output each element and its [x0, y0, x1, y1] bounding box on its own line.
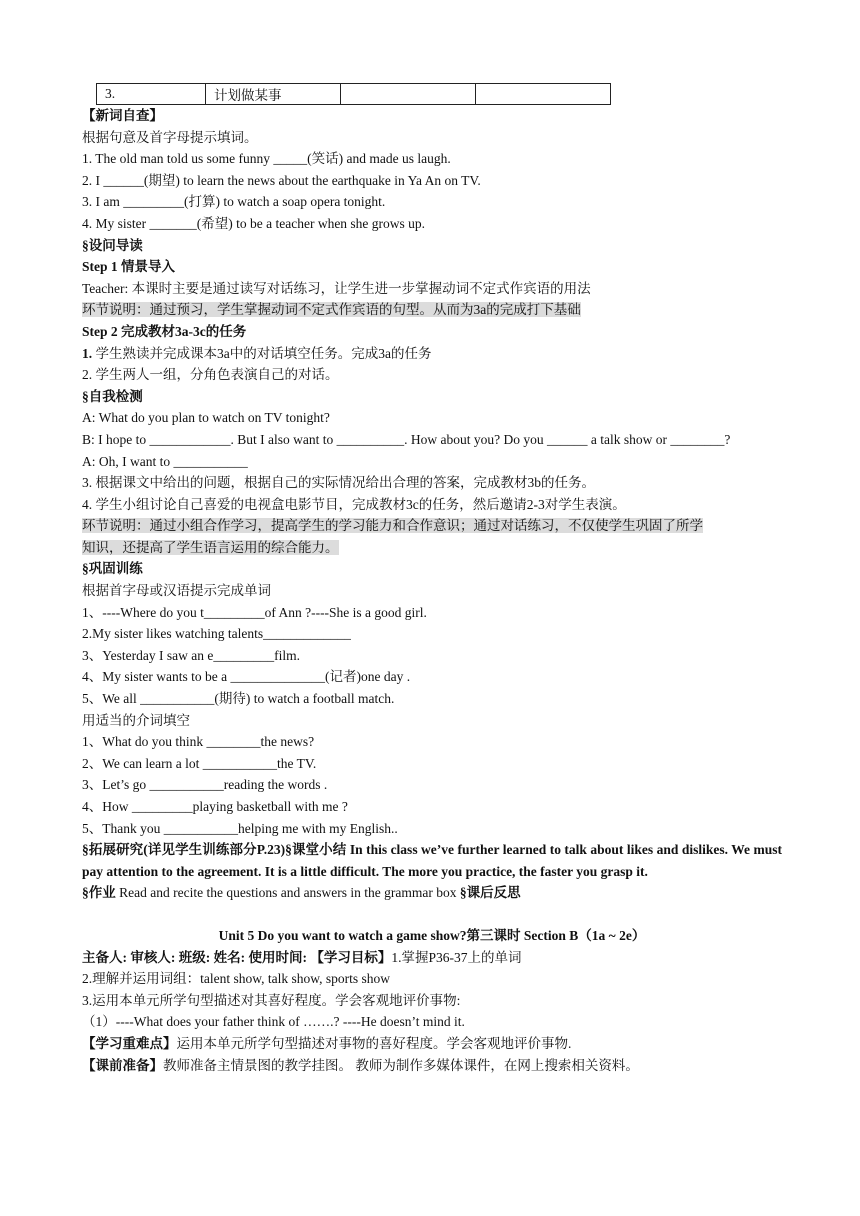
goal-3: 3.运用本单元所学句型描述对其喜好程度。学会客观地评价事物:: [82, 992, 461, 1008]
reflection-label: §课后反思: [459, 885, 521, 901]
step1-title: Step 1 情景导入: [82, 259, 176, 275]
step2-item-1-text: 学生熟读并完成课本3a中的对话填空任务。完成3a的任务: [92, 345, 432, 361]
new-word-item: 4. My sister _______(希望) to be a teacher when she grows up.: [82, 215, 426, 231]
practice-item: 2.My sister likes watching talents_____________: [82, 626, 351, 642]
practice-item: 3、Yesterday I saw an e_________film.: [82, 647, 300, 663]
step2-item-1-number: 1.: [82, 345, 93, 361]
homework-line: [82, 882, 782, 904]
key-points-text: 运用本单元所学句型描述对事物的喜好程度。学会客观地评价事物.: [176, 1035, 572, 1051]
unit-meta: [82, 947, 782, 969]
practice-item: 1、What do you think ________the news?: [82, 734, 315, 750]
dialogue-a2: A: Oh, I want to ___________: [82, 453, 248, 469]
self-check-item-3: 3. 根据课文中给出的问题，根据自己的实际情况给出合理的答案，完成教材3b的任务。: [82, 475, 595, 491]
preparation: [82, 1055, 782, 1077]
dialogue-a1: A: What do you plan to watch on TV tonight?: [82, 410, 330, 426]
practice-item: 4、My sister wants to be a ______________(记者)one day .: [82, 669, 411, 685]
key-points: [82, 1033, 782, 1055]
self-check-note-line-1: 环节说明：通过小组合作学习，提高学生的学习能力和合作意识；通过对话练习，不仅使学生巩固了所学: [82, 518, 703, 534]
self-check-item-4: 4. 学生小组讨论自己喜爱的电视盒电影节目，完成教材3c的任务，然后邀请2-3对学生表演。: [82, 496, 626, 512]
class-summary: §拓展研究(详见学生训练部分P.23)§课堂小结 In this class we’ve further learned to talk about likes and dislikes. We must pay attention to the agreement. It is a little difficult. The more you practice, the faster you grasp it.: [82, 842, 782, 879]
goal-3-example: （1）----What does your father think of …….? ----He doesn’t mind it.: [82, 1014, 465, 1030]
homework-text: Read and recite the questions and answers in the grammar box: [115, 885, 460, 901]
table-cell: [476, 84, 611, 105]
table-cell: [341, 84, 476, 105]
practice-item: 5、We all ___________(期待) to watch a football match.: [82, 691, 395, 707]
new-word-item: 2. I ______(期望) to learn the news about the earthquake in Ya An on TV.: [82, 172, 481, 188]
step1-teacher: Teacher: 本课时主要是通过读写对话练习，让学生进一步掌握动词不定式作宾语的用法: [82, 280, 591, 296]
step2-item-2: 2. 学生两人一组，分角色表演自己的对话。: [82, 367, 339, 383]
self-check-heading: §自我检测: [82, 388, 143, 404]
new-word-item: 3. I am _________(打算) to watch a soap opera tonight.: [82, 194, 386, 210]
homework-label: §作业: [82, 885, 116, 901]
self-check-note-line-2: 知识，还提高了学生语言运用的综合能力。: [82, 539, 339, 555]
practice-instruction-2: 用适当的介词填空: [82, 712, 190, 728]
vocab-table: [96, 83, 611, 105]
step2-title: Step 2 完成教材3a-3c的任务: [82, 323, 247, 339]
new-words-instruction: 根据句意及首字母提示填词。: [82, 129, 258, 145]
practice-heading: §巩固训练: [82, 561, 143, 577]
practice-item: 4、How _________playing basketball with me ?: [82, 799, 348, 814]
step1-note: 环节说明：通过预习，学生掌握动词不定式作宾语的句型。从而为3a的完成打下基础: [82, 302, 581, 318]
new-words-heading: 【新词自查】: [82, 108, 163, 123]
table-cell: 计划做某事: [206, 84, 341, 105]
guide-heading: §设问导读: [82, 237, 143, 253]
goal-1: 1.掌握P36-37上的单词: [391, 949, 522, 965]
table-row: [97, 84, 611, 105]
goal-2: 2.理解并运用词组：talent show, talk show, sports show: [82, 971, 390, 987]
dialogue-b1: B: I hope to ____________. But I also want to __________. How about you? Do you ______ a talk show or ________?: [82, 431, 731, 447]
document-page: [82, 83, 782, 1076]
preparation-text: 教师准备主情景图的教学挂图。 教师为制作多媒体课件，在网上搜索相关资料。: [163, 1057, 639, 1073]
unit-meta-fields: 主备人: 审核人: 班级: 姓名: 使用时间: 【学习目标】: [82, 949, 392, 965]
practice-item: 5、Thank you ___________helping me with my English..: [82, 820, 398, 836]
practice-item: 2、We can learn a lot ___________the TV.: [82, 755, 317, 771]
new-word-item: 1. The old man told us some funny _____(笑话) and made us laugh.: [82, 151, 451, 167]
key-points-label: 【学习重难点】: [82, 1035, 177, 1051]
practice-instruction-1: 根据首字母或汉语提示完成单词: [82, 583, 271, 599]
preparation-label: 【课前准备】: [82, 1057, 163, 1073]
practice-item: 3、Let’s go ___________reading the words .: [82, 777, 328, 793]
unit-title: Unit 5 Do you want to watch a game show?第三课时 Section B（1a ~ 2e）: [218, 927, 646, 943]
practice-item: 1、----Where do you t_________of Ann ?----She is a good girl.: [82, 604, 427, 620]
table-cell: 3.: [97, 84, 206, 105]
step2-item-1: [82, 343, 782, 365]
